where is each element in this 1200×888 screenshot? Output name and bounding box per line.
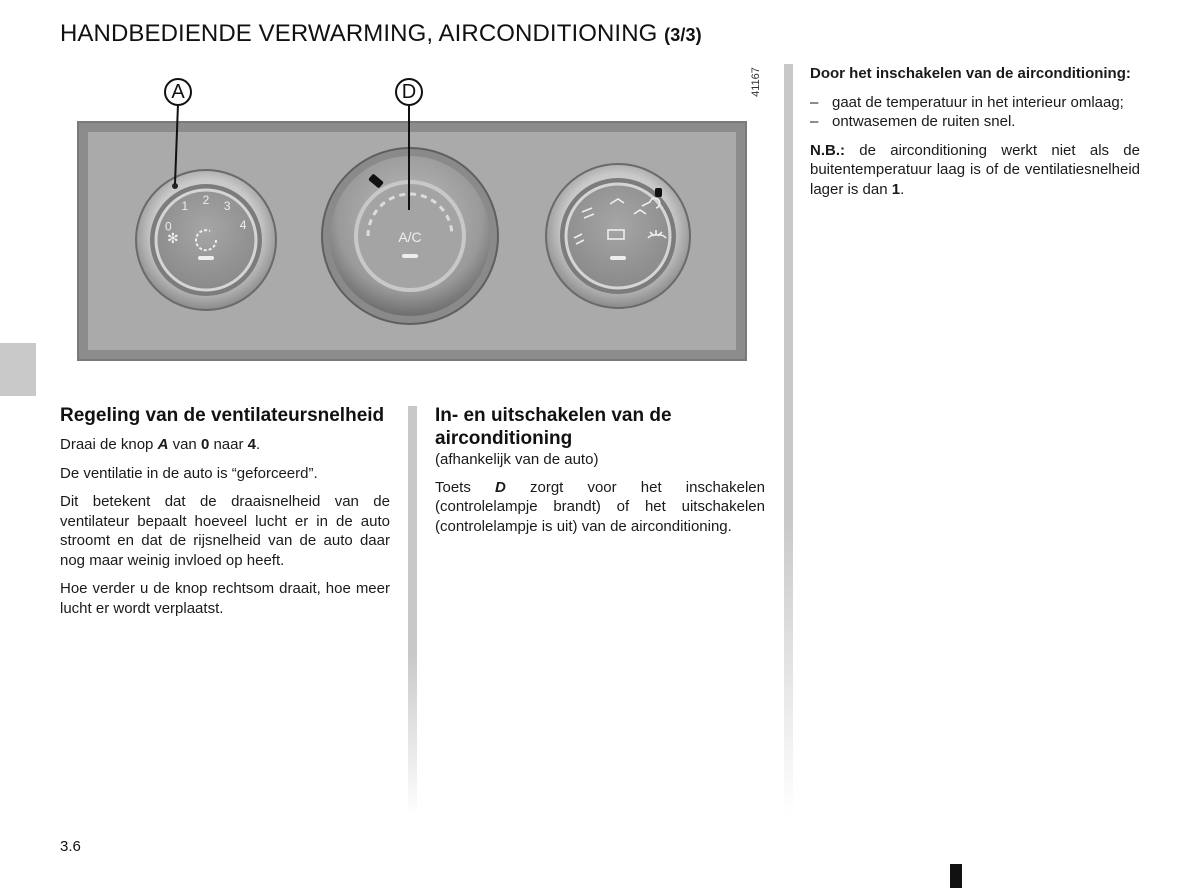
p1-end: . xyxy=(255,436,261,453)
fan-speed-heading: Regeling van de ventilateursnelheid xyxy=(60,405,385,426)
chapter-tab xyxy=(0,343,36,396)
ac-p1-key: D xyxy=(495,478,506,496)
page-title-suffix: (3/3) xyxy=(664,25,702,45)
ac-effects-lead: Door het inschakelen van de airconditioning: xyxy=(810,65,1131,82)
middle-column xyxy=(435,404,765,545)
p1-from: 0 xyxy=(200,436,210,453)
fan-speed-p4: Hoe verder u de knop rechtsom draait, hoe meer lucht er wordt verplaatst. xyxy=(60,580,390,617)
nb-value: 1 xyxy=(891,180,901,198)
p1-knob: A xyxy=(157,436,169,453)
column-divider-left xyxy=(408,406,417,816)
right-column xyxy=(810,64,1140,208)
fan-speed-p3: Dit betekent dat de draaisnelheid van de ventilateur bepaalt hoeveel lucht er in de auto stroomt en dat de rijsnelheid van de auto daar nog maar weinig invloed op heeft. xyxy=(60,493,390,569)
p1-to: 4 xyxy=(247,436,256,453)
nb-label: N.B.: xyxy=(810,141,845,159)
p1-mid2: naar xyxy=(209,436,248,453)
figure-number: 41167 xyxy=(750,67,762,97)
fan-speed-label-4: 4 xyxy=(239,218,247,232)
fan-speed-label-2: 2 xyxy=(202,193,210,207)
p1-mid: van xyxy=(168,436,201,453)
fan-speed-dial[interactable] xyxy=(136,170,276,310)
ac-dial-indicator xyxy=(402,254,418,258)
page-number: 3.6 xyxy=(60,838,81,855)
fan-speed-label-0: 0 xyxy=(165,219,172,234)
p1-prefix: Draai de knop xyxy=(60,436,158,453)
dash: – xyxy=(810,113,819,130)
page-title xyxy=(60,20,702,48)
ac-label: A/C xyxy=(398,229,422,245)
ac-p1-rest: zorgt voor het inschakelen (controlelampje brandt) of het uitschakelen (controlelampje is uit) van de airconditioning. xyxy=(435,478,765,535)
ac-effect-text-1: gaat de temperatuur in het interieur omlaag; xyxy=(832,93,1124,111)
fan-speed-label-1: 1 xyxy=(181,199,189,214)
fan-speed-label-3: 3 xyxy=(223,199,231,214)
callout-a: A xyxy=(164,78,192,106)
fan-dial-indicator xyxy=(198,256,214,260)
control-panel-figure xyxy=(76,60,766,365)
distribution-dial-indicator xyxy=(610,256,626,260)
corner-mark xyxy=(950,864,962,888)
air-distribution-dial[interactable] xyxy=(546,164,690,308)
callout-d: D xyxy=(395,78,423,106)
nb-text: de airconditioning werkt niet als de buitentemperatuur laag is of de ventilatiesnelheid lager is dan xyxy=(810,141,1140,198)
fan-speed-p1 xyxy=(60,435,390,455)
page-title-text: HANDBEDIENDE VERWARMING, AIRCONDITIONING xyxy=(60,20,658,47)
ac-effect-text-2: ontwasemen de ruiten snel. xyxy=(832,113,1016,130)
ac-effect-item-2 xyxy=(810,112,1140,132)
ac-effect-item-1 xyxy=(810,93,1140,113)
ac-switch-subtitle: (afhankelijk van de auto) xyxy=(435,451,599,468)
ac-switch-heading: In- en uitschakelen van de airconditioning xyxy=(435,405,672,449)
nb-end: . xyxy=(900,180,905,198)
nb-note xyxy=(810,141,1140,200)
left-column xyxy=(60,404,390,627)
ac-p1-prefix: Toets xyxy=(435,478,495,496)
ac-switch-p1 xyxy=(435,478,765,537)
fan-icon: ✻ xyxy=(167,230,179,246)
distribution-dial-pointer xyxy=(655,188,662,197)
fan-speed-p2: De ventilatie in de auto is “geforceerd”. xyxy=(60,464,318,482)
dash: – xyxy=(810,93,819,111)
column-divider-right xyxy=(784,64,793,816)
